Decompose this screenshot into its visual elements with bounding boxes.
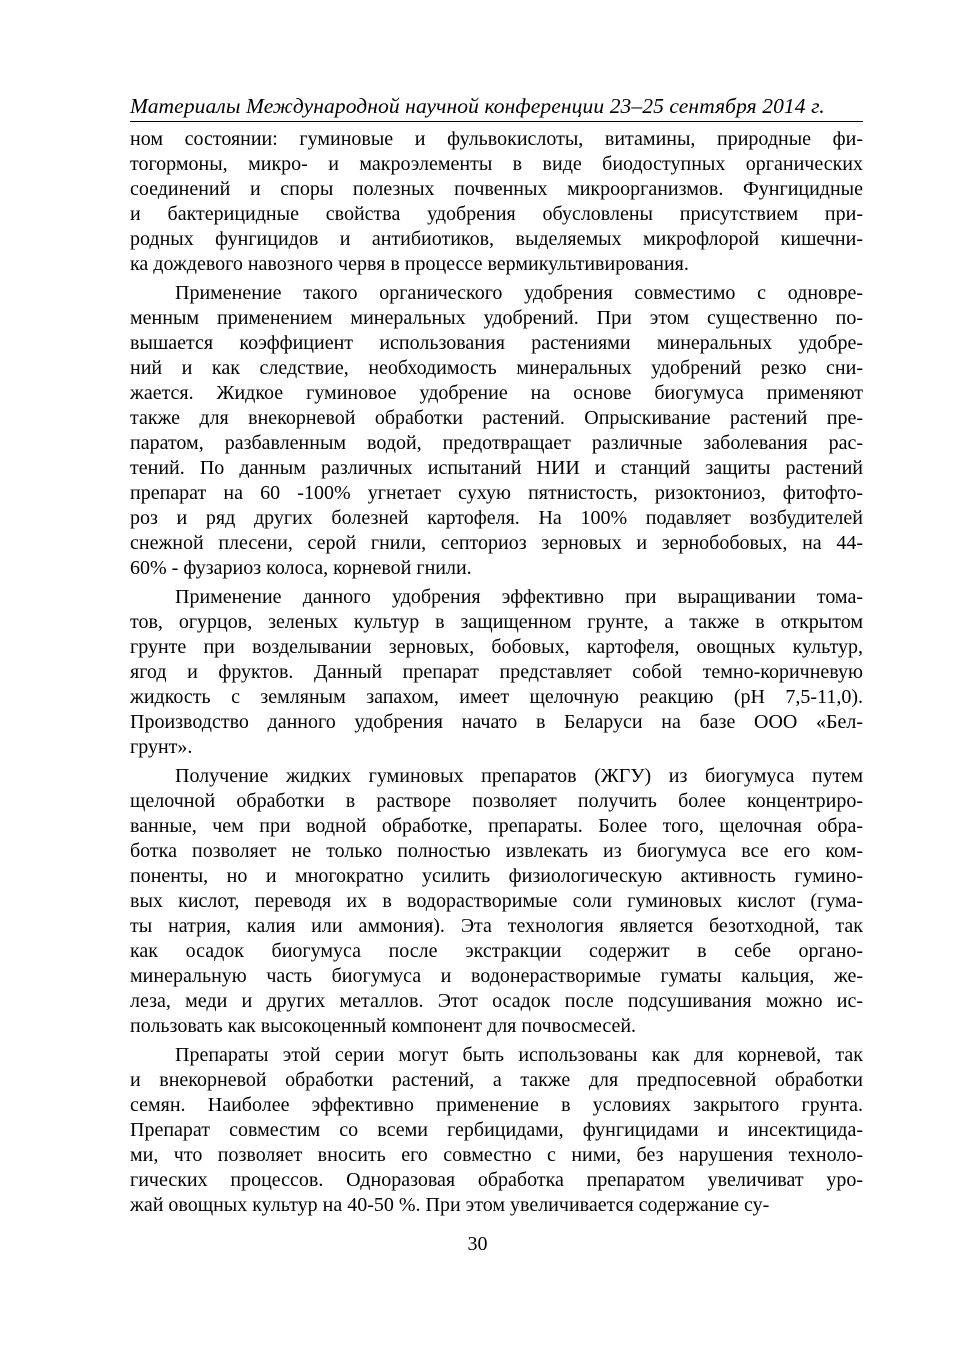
text-line: Препарат совместим со всеми гербицидами, фунгицидами и инсектицида- xyxy=(130,1119,863,1141)
text-line: снежной плесени, серой гнили, септориоз зерновых и зернобобовых, на 44- xyxy=(130,532,863,554)
text-line: ний и как следствие, необходимость минеральных удобрений резко сни- xyxy=(130,357,863,379)
text-line: щелочной обработки в растворе позволяет получить более концентриро- xyxy=(130,790,863,812)
text-line: Производство данного удобрения начато в Беларуси на базе ООО «Бел- xyxy=(130,711,863,733)
text-line: также для внекорневой обработки растений. Опрыскивание растений пре- xyxy=(130,407,863,429)
text-line: менным применением минеральных удобрений. При этом существенно по- xyxy=(130,307,863,329)
text-line: 60% - фузариоз колоса, корневой гнили. xyxy=(130,557,472,579)
text-line: ягод и фруктов. Данный препарат представляет собой темно-коричневую xyxy=(130,661,863,683)
text-line: жидкость с земляным запахом, имеет щелочную реакцию (pH 7,5-11,0). xyxy=(130,686,863,708)
text-line: семян. Наиболее эффективно применение в условиях закрытого грунта. xyxy=(130,1094,863,1116)
text-line: родных фунгицидов и антибиотиков, выделяемых микрофлорой кишечни- xyxy=(130,228,863,250)
body-text xyxy=(130,127,863,1218)
paragraph xyxy=(130,585,863,760)
text-line: роз и ряд других болезней картофеля. На 100% подавляет возбудителей xyxy=(130,507,863,529)
header-rule xyxy=(130,121,863,122)
text-line: леза, меди и других металлов. Этот осадок после подсушивания можно ис- xyxy=(130,990,863,1012)
text-line: вышается коэффициент использования растениями минеральных удобре- xyxy=(130,332,863,354)
paragraph xyxy=(130,1043,863,1218)
paragraph xyxy=(130,127,863,277)
text-line: вых кислот, переводя их в водорастворимые соли гуминовых кислот (гума- xyxy=(130,890,863,912)
text-line: препарат на 60 -100% угнетает сухую пятнистость, ризоктониоз, фитофто- xyxy=(130,482,863,504)
page-number: 30 xyxy=(467,1233,488,1255)
text-line: Применение такого органического удобрения совместимо с одновре- xyxy=(175,282,863,304)
text-line: жай овощных культур на 40-50 %. При этом увеличивается содержание су- xyxy=(130,1194,770,1216)
text-line: ном состоянии: гуминовые и фульвокислоты, витамины, природные фи- xyxy=(130,128,863,150)
text-line: Получение жидких гуминовых препаратов (ЖГУ) из биогумуса путем xyxy=(175,765,863,787)
text-line: Применение данного удобрения эффективно при выращивании тома- xyxy=(175,586,863,608)
paragraph xyxy=(130,764,863,1039)
text-line: соединений и споры полезных почвенных микроорганизмов. Фунгицидные xyxy=(130,178,863,200)
text-line: пользовать как высокоценный компонент для почвосмесей. xyxy=(130,1015,637,1037)
text-line: и внекорневой обработки растений, а также для предпосевной обработки xyxy=(130,1069,863,1091)
text-line: тов, огурцов, зеленых культур в защищенном грунте, а также в открытом xyxy=(130,611,863,633)
text-line: ванные, чем при водной обработке, препараты. Более того, щелочная обра- xyxy=(130,815,863,837)
text-line: грунте при возделывании зерновых, бобовых, картофеля, овощных культур, xyxy=(130,636,863,658)
text-line: Препараты этой серии могут быть использованы как для корневой, так xyxy=(175,1044,863,1066)
text-line: ми, что позволяет вносить его совместно с ними, без нарушения техноло- xyxy=(130,1144,863,1166)
text-line: жается. Жидкое гуминовое удобрение на основе биогумуса применяют xyxy=(130,382,863,404)
text-line: тений. По данным различных испытаний НИИ и станций защиты растений xyxy=(130,457,863,479)
paragraph xyxy=(130,281,863,581)
text-line: паратом, разбавленным водой, предотвращает различные заболевания рас- xyxy=(130,432,863,454)
text-line: и бактерицидные свойства удобрения обусловлены присутствием при- xyxy=(130,203,863,225)
text-line: ка дождевого навозного червя в процессе вермикультивирования. xyxy=(130,253,689,275)
text-line: минеральную часть биогумуса и водонерастворимые гуматы кальция, же- xyxy=(130,965,863,987)
text-line: как осадок биогумуса после экстракции содержит в себе органо- xyxy=(130,940,863,962)
text-line: грунт». xyxy=(130,736,193,758)
text-line: ты натрия, калия или аммония). Эта технология является безотходной, так xyxy=(130,915,863,937)
text-line: ботка позволяет не только полностью извлекать из биогумуса все его ком- xyxy=(130,840,863,862)
text-line: гических процессов. Одноразовая обработка препаратом увеличиват уро- xyxy=(130,1169,863,1191)
text-line: поненты, но и многократно усилить физиологическую активность гумино- xyxy=(130,865,863,887)
running-header: Материалы Международной научной конференции 23–25 сентября 2014 г. xyxy=(130,94,825,118)
text-line: тогормоны, микро- и макроэлементы в виде биодоступных органических xyxy=(130,153,863,175)
